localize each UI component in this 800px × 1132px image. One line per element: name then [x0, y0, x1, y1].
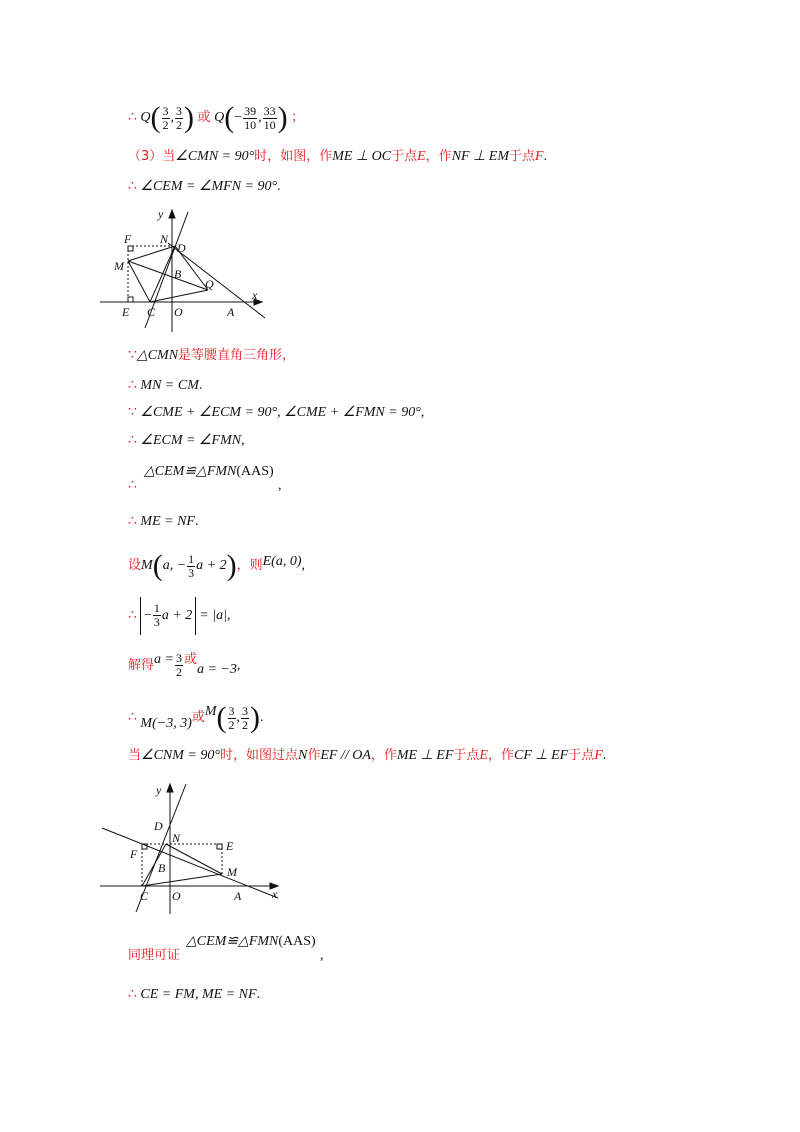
segment-nm	[166, 844, 222, 874]
svg-text:O: O	[172, 889, 181, 903]
fraction: $\frac{3}{2}$	[175, 651, 182, 680]
right-angle-e	[128, 297, 133, 302]
line-set-m: 设M(a, − $\frac{1}{3}$ a + 2)，则E(a, 0),	[128, 549, 305, 582]
fraction: $\frac{1}{3}$	[153, 601, 160, 630]
svg-text:y: y	[156, 783, 162, 797]
line-angles-90: ∴ ∠CEM = ∠MFN = 90°.	[128, 179, 281, 194]
fraction: $\frac{3}{2}$	[228, 703, 235, 732]
svg-text:F: F	[124, 232, 132, 246]
fraction: $\frac{3}{2}$	[176, 103, 183, 132]
fraction: $\frac{1}{3}$	[188, 551, 195, 580]
fraction: $\frac{3}{2}$	[242, 703, 249, 732]
svg-text:C: C	[147, 305, 156, 319]
svg-text:A: A	[227, 305, 235, 319]
svg-text:D: D	[177, 241, 186, 255]
line-solve: 解得a = $\frac{3}{2}$ 或a = −3,	[128, 651, 241, 680]
therefore-symbol: ∴	[128, 110, 137, 126]
svg-text:A: A	[234, 889, 242, 903]
fraction: $\frac{33}{10}$	[263, 103, 276, 132]
line-ce-eq-fm: ∴ CE = FM, ME = NF.	[128, 987, 261, 1002]
svg-text:N: N	[172, 831, 181, 845]
line-case-cnm: 当∠CNM = 90°时，如图过点N作EF // OA，作ME ⊥ EF于点E，作CF ⊥ EF于点F.	[128, 748, 607, 763]
right-angle-e	[217, 844, 222, 849]
segment-cm	[142, 874, 222, 886]
svg-text:M: M	[227, 865, 237, 879]
line-abs-equation: ∴ − $\frac{1}{3}$ a + 2 = |a|,	[128, 594, 230, 638]
svg-text:O: O	[174, 305, 183, 319]
svg-text:M: M	[114, 259, 124, 273]
line-da	[102, 828, 278, 898]
right-angle-f	[128, 246, 133, 251]
svg-text:F: F	[130, 847, 138, 861]
svg-text:x: x	[252, 288, 258, 302]
svg-text:y: y	[158, 208, 164, 221]
segment-cn	[150, 246, 175, 302]
svg-text:Q: Q	[205, 277, 214, 291]
svg-text:E: E	[122, 305, 130, 319]
y-arrow	[169, 210, 175, 218]
figure-2-diagram	[100, 780, 285, 915]
segment-mc	[128, 261, 150, 302]
line-mn-eq-cm: ∴ MN = CM.	[128, 378, 203, 393]
segment-mn	[128, 246, 175, 261]
svg-text:D: D	[154, 819, 163, 833]
line-q-result: ∴ Q( $\frac{3}{2}$ , $\frac{3}{2}$ ) 或 Q(− $\frac{39}{10}$ , $\frac{33}{10}$ ) ；	[128, 101, 305, 134]
line-angle-sums: ∵ ∠CME + ∠ECM = 90°, ∠CME + ∠FMN = 90°,	[128, 405, 425, 420]
svg-text:B: B	[174, 267, 182, 281]
line-ecm-eq-fmn: ∴ ∠ECM = ∠FMN,	[128, 433, 245, 448]
line-isosceles-right: ∵△CMN是等腰直角三角形，	[128, 348, 296, 363]
y-arrow	[167, 784, 173, 792]
fraction: $\frac{3}{2}$	[162, 103, 169, 132]
svg-text:E: E	[226, 839, 234, 853]
svg-text:C: C	[140, 889, 149, 903]
line-me-eq-nf: ∴ ME = NF.	[128, 514, 199, 529]
svg-text:N: N	[160, 232, 169, 246]
line-case3-setup: （3）当∠CMN = 90°时，如图，作ME ⊥ OC于点E，作NF ⊥ EM于点F.	[128, 149, 548, 164]
fraction: $\frac{39}{10}$	[244, 103, 257, 132]
svg-text:B: B	[158, 861, 166, 875]
line-m-result: ∴ M(−3, 3)或M( $\frac{3}{2}$ , $\frac{3}{2}$ ).	[128, 701, 264, 734]
svg-text:x: x	[272, 887, 278, 901]
figure-1-diagram	[100, 208, 270, 333]
